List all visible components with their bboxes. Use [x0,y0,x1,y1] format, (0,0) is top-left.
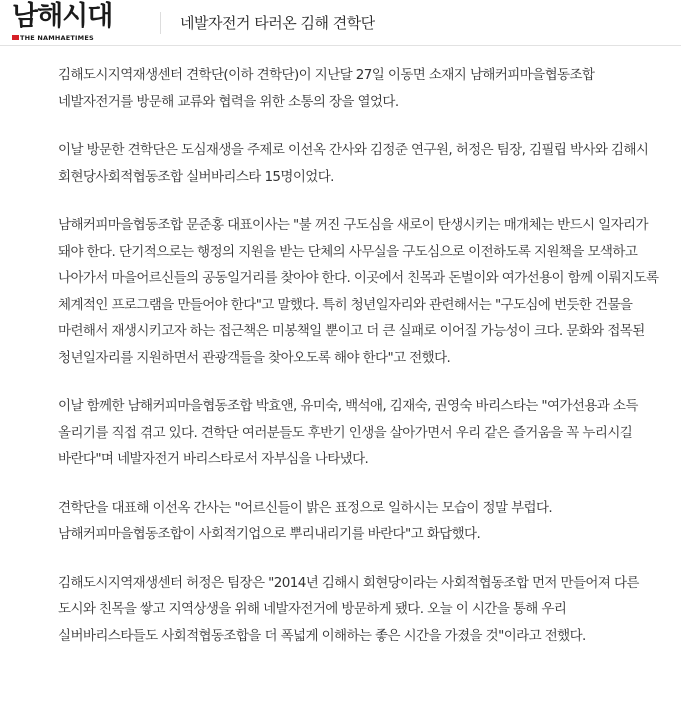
article-paragraph: 견학단을 대표해 이선옥 간사는 "어르신들이 밝은 표정으로 일하시는 모습이 정말 부럽다. 남해커피마을협동조합이 사회적기업으로 뿌리내리기를 바란다"고 화답했다. [58,499,553,542]
article-paragraph: 이날 함께한 남해커피마을협동조합 박효앤, 유미숙, 백석애, 김재숙, 권영숙 바리스타는 "여가선용과 소득 올리기를 직접 겪고 있다. 견학단 여러분들도 후반기 인생을 살아가면서 우리 같은 즐거움을 꼭 누리시길 바란다"며 네발자전거 바리스타로서 자부심을 나타냈다. [58,398,638,467]
article-body [58,62,668,671]
logo-wordmark: 남해시대 [12,1,113,32]
article-paragraph: 남해커피마을협동조합 문준홍 대표이사는 "불 꺼진 구도심을 새로이 탄생시키는 매개체는 반드시 일자리가 돼야 한다. 단기적으로는 행정의 지원을 받는 단체의 사무실을 구도심으로 이전하도록 지원책을 모색하고 나아가서 마을어르신들의 공동일거리를 찾아야 한다. 이곳에서 친목과 돈벌이와 여가선용이 함께 이뤄지도록 체계적인 프로그램을 만들어야 한다"고 말했다. 특히 청년일자리와 관련해서는 "구도심에 번듯한 건물을 마련해서 재생시키고자 하는 접근책은 미봉책일 뿐이고 더 큰 실패로 이어질 가능성이 크다. 문화와 접목된 청년일자리를 지원하면서 관광객들을 찾아오도록 해야 한다"고 전했다. [58,217,659,366]
site-logo[interactable] [12,3,152,43]
logo-subtitle: THE NAMHAETIMES [20,34,94,42]
article-paragraph: 김해도시지역재생센터 허정은 팀장은 "2014년 김해시 회현당이라는 사회적협동조합 먼저 만들어져 다른 도시와 친목을 쌓고 지역상생을 위해 네발자전거에 방문하게 됐다. 오늘 이 시간을 통해 우리 실버바리스타들도 사회적협동조합을 더 폭넓게 이해하는 좋은 시간을 가졌을 것"이라고 전했다. [58,574,639,644]
article-paragraph: 김해도시지역재생센터 견학단(이하 견학단)이 지난달 27일 이동면 소재지 남해커피마을협동조합 네발자전거를 방문해 교류와 협력을 위한 소통의 장을 열었다. [58,67,595,110]
logo-accent-bar [12,35,19,40]
site-header [0,0,681,46]
article-paragraph: 이날 방문한 견학단은 도심재생을 주제로 이선옥 간사와 김정준 연구원, 허정은 팀장, 김필립 박사와 김해시 회현당사회적협동조합 실버바리스타 15명이었다. [58,142,649,185]
header-divider [160,12,161,34]
article-headline: 네발자전거 타러온 김해 견학단 [180,14,375,32]
